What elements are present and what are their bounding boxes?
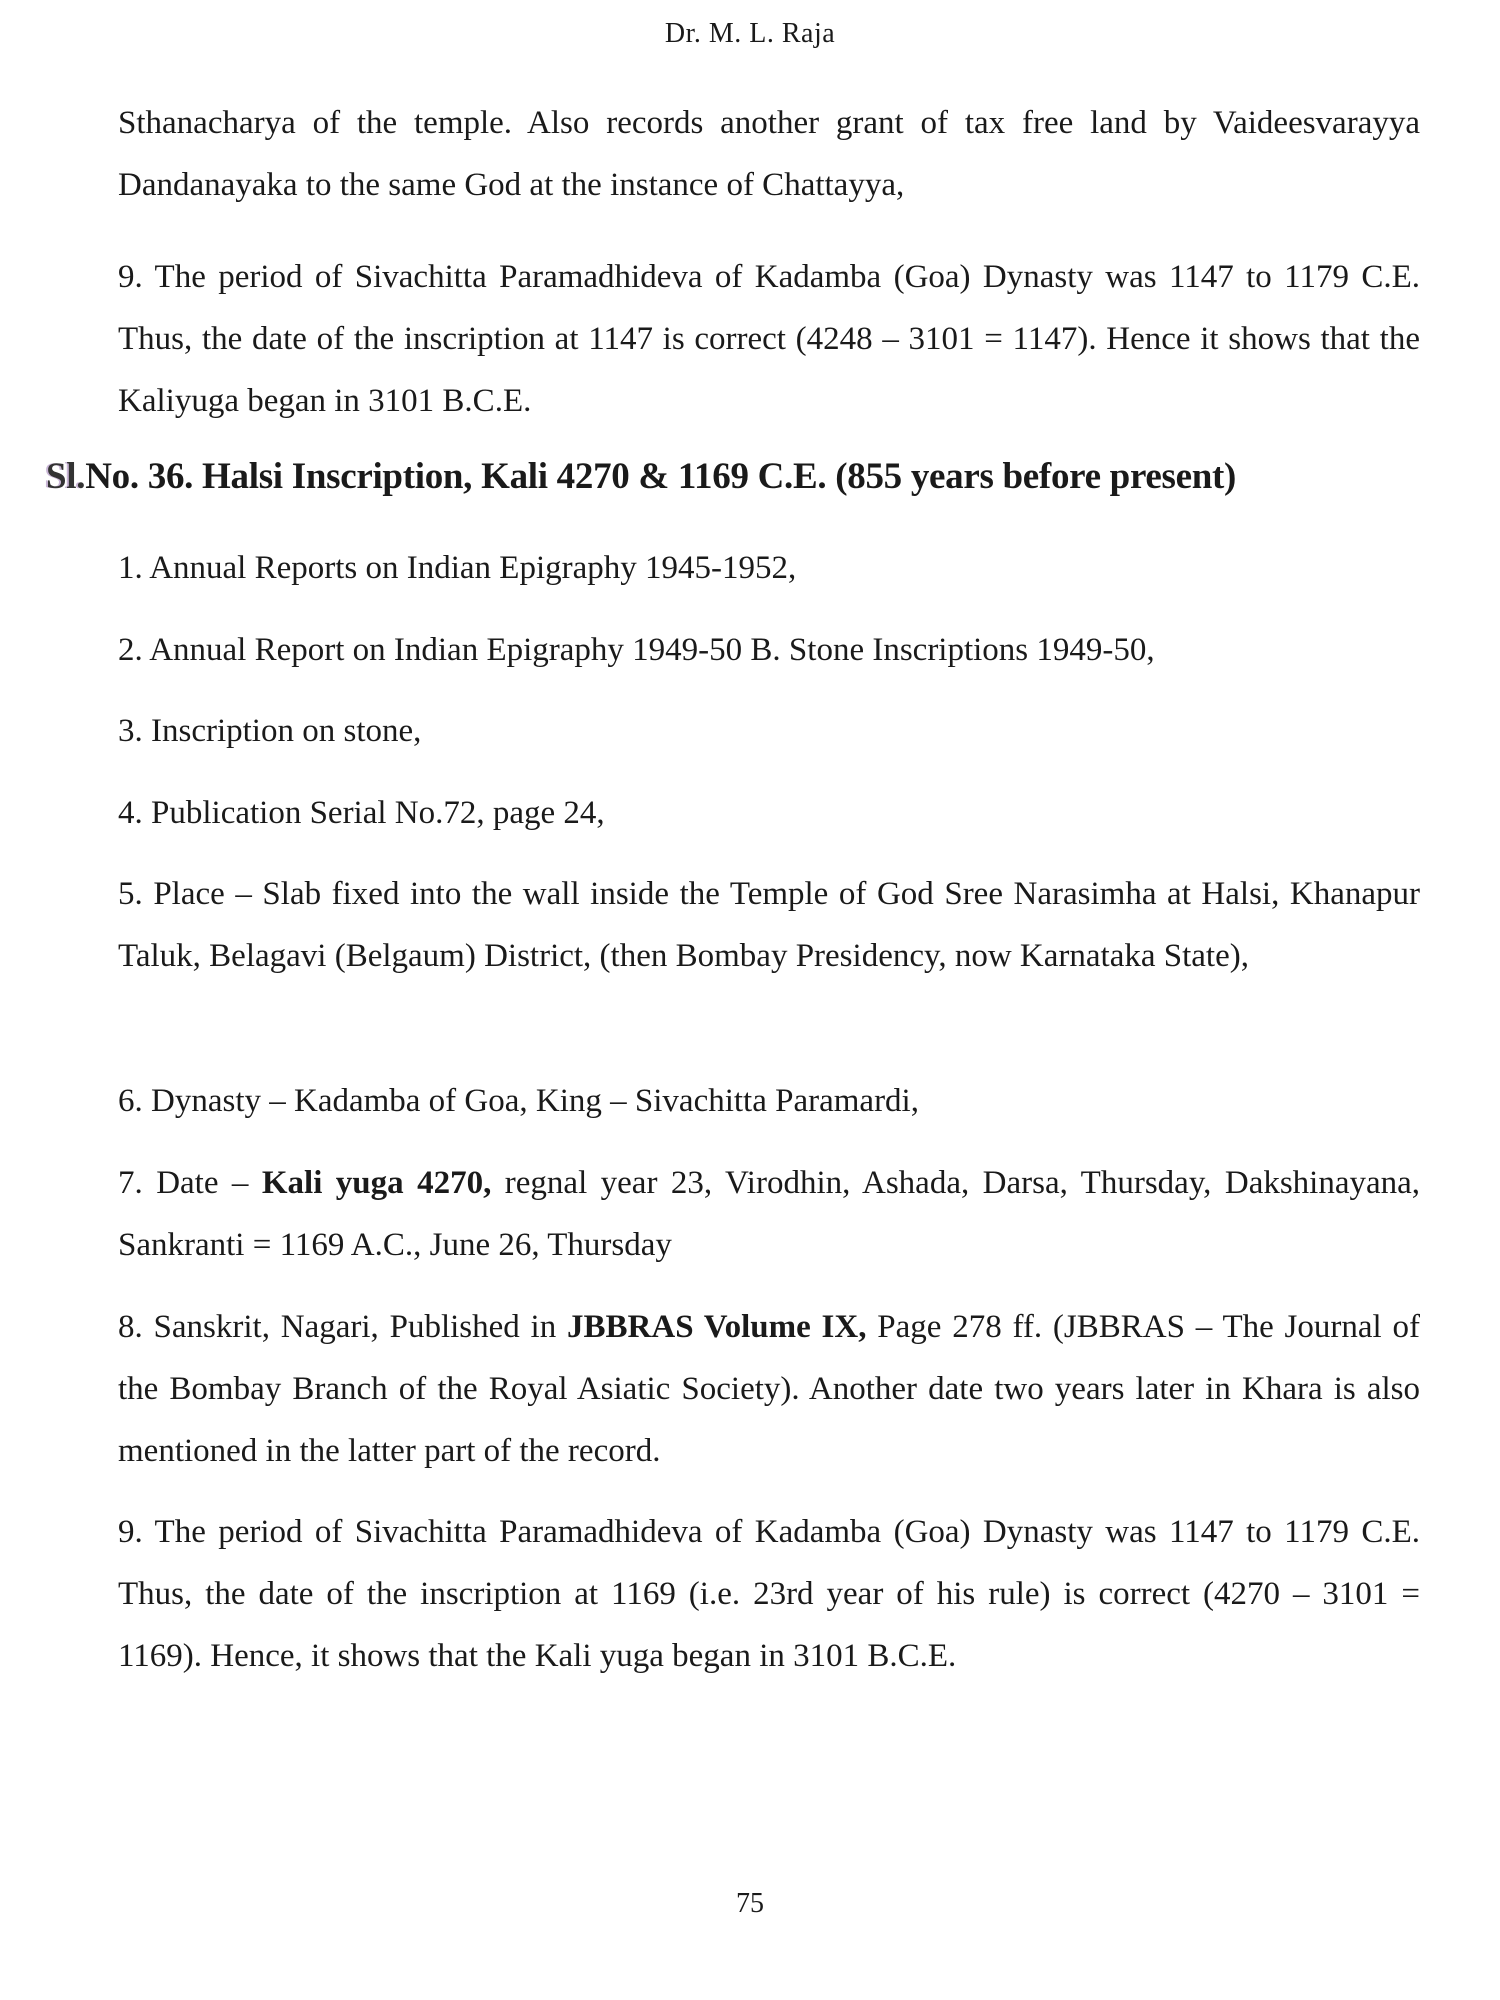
list-item <box>118 1070 1420 1132</box>
page-number: 75 <box>736 1888 764 1919</box>
section-title: No. 36. Halsi Inscription, Kali 4270 & 1169 C.E. (855 years before present) <box>85 456 1237 497</box>
list-text-bold: JBBRAS Volume IX, <box>567 1309 867 1345</box>
list-text: Annual Reports on Indian Epigraphy 1945-1952, <box>149 550 797 586</box>
list-text: Inscription on stone, <box>151 713 422 749</box>
list-number: 4. <box>118 795 143 831</box>
list-item <box>118 537 1420 599</box>
list-text-lead: Sanskrit, Nagari, Published in <box>153 1309 557 1345</box>
list-text-rest: Page 278 ff. (JBBRAS – The Journal of the Bombay Branch of the Royal Asiatic Society). Another date two years later in Khara is also mentioned in the latter part of the record. <box>118 1309 1420 1469</box>
list-text: Publication Serial No.72, page 24, <box>151 795 605 831</box>
list-number: 2. <box>118 632 143 668</box>
list-number: 6. <box>118 1083 143 1119</box>
list-text-rest: regnal year 23, Virodhin, Ashada, Darsa, Thursday, Dakshinayana, Sankranti = 1169 A.C., June 26, Thursday <box>118 1165 1421 1263</box>
list-item <box>118 1296 1420 1482</box>
list-number: 8. <box>118 1309 143 1345</box>
list-text-bold: Kali yuga 4270, <box>261 1165 492 1201</box>
list-text-lead: Date – <box>156 1165 249 1201</box>
previous-item-9 <box>118 246 1420 432</box>
list-number: 7. <box>118 1165 143 1201</box>
list-text: Place – Slab fixed into the wall inside the Temple of God Sree Narasimha at Halsi, Khanapur Taluk, Belagavi (Belgaum) District, (then Bombay Presidency, now Karnataka State), <box>118 876 1421 974</box>
list-number: 5. <box>118 876 143 912</box>
list-text: Annual Report on Indian Epigraphy 1949-50 B. Stone Inscriptions 1949-50, <box>149 632 1155 668</box>
list-text: Dynasty – Kadamba of Goa, King – Sivachitta Paramardi, <box>151 1083 919 1119</box>
list-number: 9. <box>118 1514 143 1550</box>
list-text: The period of Sivachitta Paramadhideva of Kadamba (Goa) Dynasty was 1147 to 1179 C.E. Thus, the date of the inscription at 1169 (i.e. 23rd year of his rule) is correct (4270 – 3101 = 1169). Hence, it shows that the Kali yuga began in 3101 B.C.E. <box>118 1514 1420 1674</box>
intro-text: Sthanacharya of the temple. Also records another grant of tax free land by Vaideesvarayya Dandanayaka to the same God at the instance of Chattayya, <box>118 105 1420 203</box>
list-item <box>118 1152 1420 1276</box>
running-header: Dr. M. L. Raja <box>664 18 836 49</box>
list-item <box>118 700 1420 762</box>
list-item <box>118 619 1420 681</box>
list-number: 1. <box>118 550 143 586</box>
list-item <box>118 782 1420 844</box>
list-item <box>118 1501 1420 1687</box>
section-prefix: Sl. <box>46 456 86 497</box>
list-number: 9. <box>118 259 143 295</box>
list-item <box>118 863 1420 987</box>
section-heading <box>46 455 1426 498</box>
list-text: The period of Sivachitta Paramadhideva of Kadamba (Goa) Dynasty was 1147 to 1179 C.E. Thus, the date of the inscription at 1147 is correct (4248 – 3101 = 1147). Hence it shows that the Kaliyuga began in 3101 B.C.E. <box>118 259 1420 419</box>
list-number: 3. <box>118 713 143 749</box>
intro-paragraph <box>118 92 1420 216</box>
